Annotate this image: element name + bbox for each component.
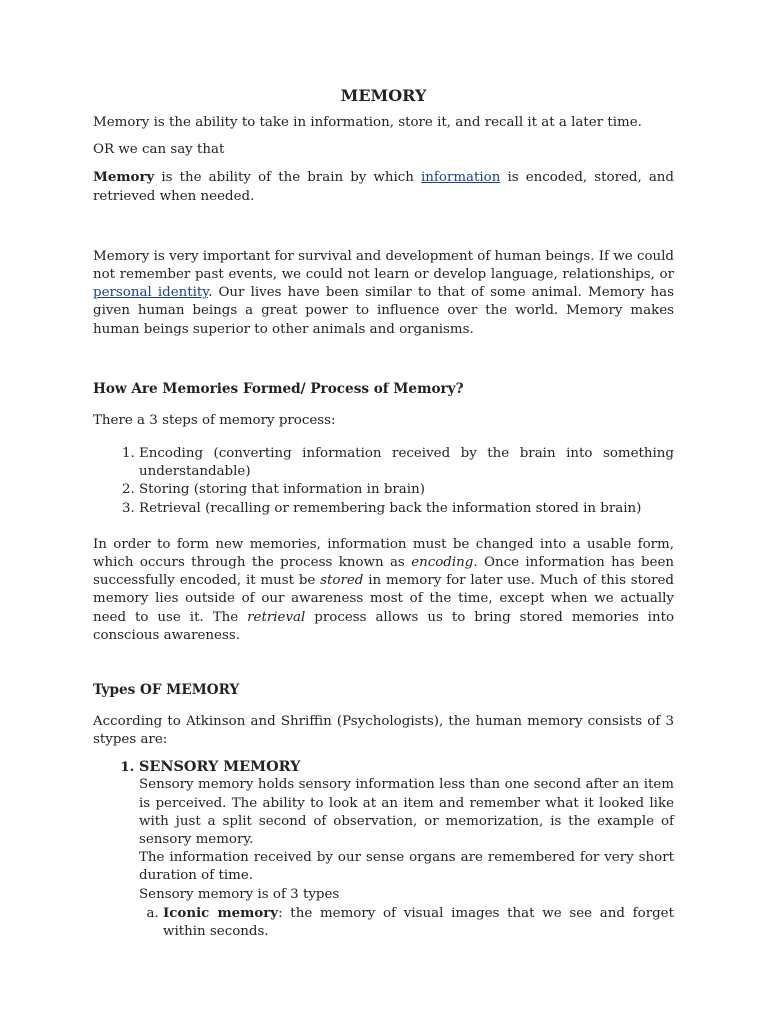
sensory-subtypes-list [139, 904, 674, 941]
types-heading: Types OF MEMORY [93, 682, 240, 699]
atkinson-paragraph: According to Atkinson and Shriffin (Psychologists), the human memory consists of 3 stypes are: [93, 714, 674, 748]
sensory-paragraph-2: The information received by our sense organs are remembered for very short duration of time. [139, 850, 674, 884]
document-page [93, 86, 674, 941]
iconic-memory-text: : the memory of visual images that we see and forget within seconds. [163, 905, 674, 940]
encoding-emphasis: encoding [411, 555, 474, 571]
retrieval-emphasis: retrieval [247, 609, 306, 625]
process-heading: How Are Memories Formed/ Process of Memory? [93, 380, 464, 397]
stored-emphasis: stored [320, 573, 364, 589]
list-item: 3. Retrieval (recalling or remembering back the information stored in brain) [139, 500, 674, 518]
memory-bold-term: Memory [93, 169, 155, 186]
process-text-1: In order to form new memories, information must be changed into a usable form, which occurs through the process known as [93, 536, 674, 571]
iconic-memory-term: Iconic memory [163, 904, 279, 921]
page-title: MEMORY [340, 86, 427, 105]
memory-types-list [93, 757, 674, 941]
list-item [163, 904, 674, 941]
steps-intro: There a 3 steps of memory process: [93, 412, 336, 428]
definition-paragraph-3 [93, 168, 674, 205]
sensory-paragraph-3: Sensory memory is of 3 types [139, 886, 340, 902]
importance-text-before-link: Memory is very important for survival and development of human beings. If we could not remember past events, we could not learn or develop language, relationships, or [93, 248, 674, 283]
process-text-2: . Once information has been successfully encoded, it must be [93, 555, 674, 589]
definition-paragraph-1: Memory is the ability to take in information, store it, and recall it at a later time. [93, 115, 642, 130]
sensory-memory-item [139, 757, 674, 941]
list-item: 1. Encoding (converting information received by the brain into something understandable) [139, 445, 674, 481]
definition-text-after-link: is encoded, stored, and retrieved when needed. [93, 170, 674, 204]
information-link[interactable]: information [421, 170, 501, 186]
personal-identity-link[interactable]: personal identity [93, 285, 209, 301]
list-item: 2. Storing (storing that information in brain) [139, 481, 674, 499]
process-paragraph [93, 536, 674, 645]
definition-paragraph-2: OR we can say that [93, 142, 225, 158]
sensory-memory-heading: 1. SENSORY MEMORY [139, 758, 301, 776]
process-text-3: in memory for later use. Much of this stored memory lies outside of our awareness most of the time, except when we actually need to use it. The [93, 573, 674, 625]
sensory-paragraph-1: Sensory memory holds sensory information less than one second after an item is perceived. The ability to look at an item and remember what it looked like with just a split second of observation, or memorization, is the example of sensory memory. [139, 777, 674, 848]
process-text-4: process allows us to bring stored memories into conscious awareness. [93, 609, 675, 643]
steps-list [93, 445, 674, 518]
importance-paragraph [93, 248, 674, 339]
importance-text-after-link: . Our lives have been similar to that of some animal. Memory has given human beings a great power to influence over the world. Memory makes human beings superior to other animals and organisms. [93, 285, 674, 337]
definition-text-before-link: is the ability of the brain by which [154, 170, 422, 186]
